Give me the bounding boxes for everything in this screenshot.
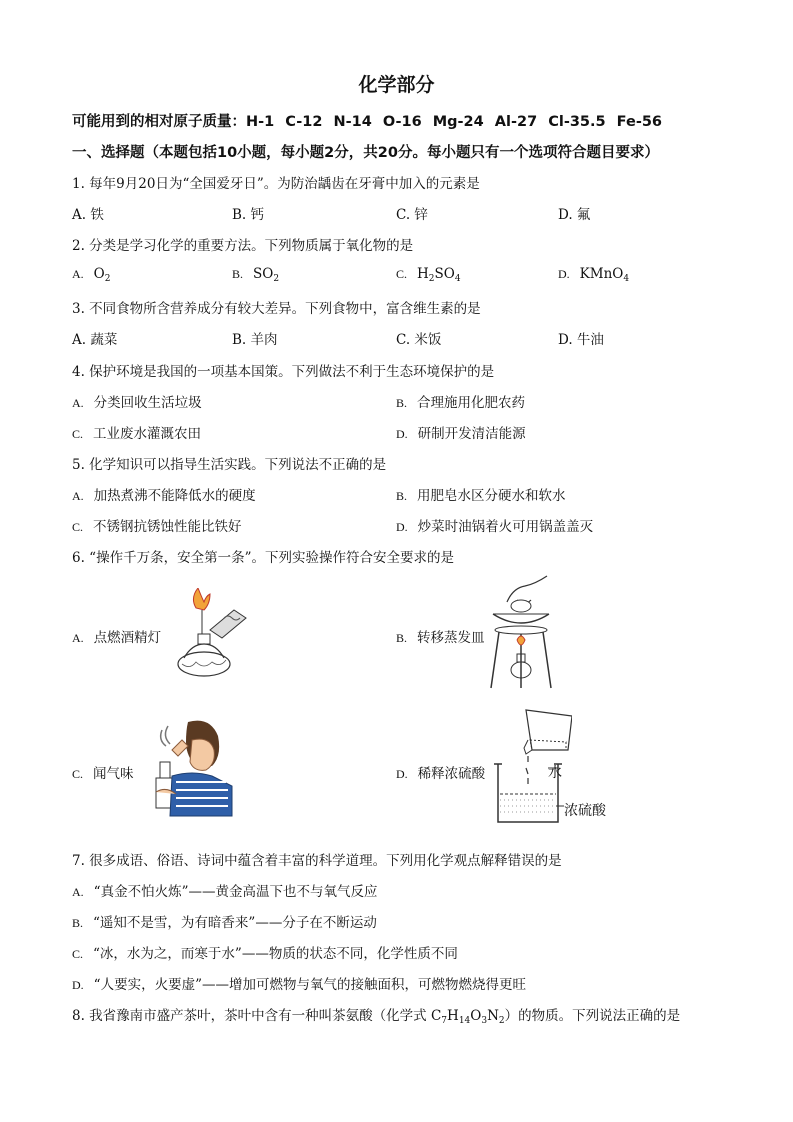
- q5-stem: 5. 化学知识可以指导生活实践。下列说法不正确的是: [72, 457, 387, 473]
- option-text: “真金不怕火炼”——黄金高温下也不与氧气反应: [93, 884, 378, 900]
- option-text: 点燃酒精灯: [93, 630, 162, 646]
- option-letter: B.: [396, 489, 408, 503]
- q2-option-b: [232, 266, 279, 282]
- formula: H: [417, 266, 429, 282]
- q4-option-d: [396, 422, 526, 442]
- option-text: 分类回收生活垃圾: [93, 395, 202, 411]
- option-letter: C.: [72, 947, 84, 961]
- section-heading: 一、选择题（本题包括10小题，每小题2分，共20分。每小题只有一个选项符合题目要求）: [72, 145, 659, 161]
- option-letter: D.: [396, 427, 408, 441]
- option-text: 闻气味: [93, 766, 134, 782]
- q1-option-d: D. 氟: [558, 207, 591, 223]
- q3-stem: 3. 不同食物所含营养成分有较大差异。下列食物中，富含维生素的是: [72, 301, 481, 317]
- option-text: 工业废水灌溉农田: [93, 426, 202, 442]
- option-letter: D.: [396, 767, 408, 781]
- formula: KMnO: [579, 266, 624, 282]
- formula-subscript: 3: [481, 1016, 488, 1026]
- q3-option-c: C. 米饭: [396, 332, 442, 348]
- option-text: “冰，水为之，而寒于水”——物质的状态不同，化学性质不同: [93, 946, 458, 962]
- label-conc-acid: 浓硫酸: [564, 803, 606, 819]
- q4-option-b: [396, 391, 525, 411]
- option-letter: D.: [558, 267, 570, 281]
- option-text: 用肥皂水区分硬水和软水: [417, 488, 566, 504]
- q2-option-a: [72, 266, 110, 282]
- formula-subscript: 2: [104, 274, 111, 284]
- q6-option-d: [396, 762, 485, 782]
- q7-option-a: [72, 880, 377, 900]
- option-letter: B.: [396, 396, 408, 410]
- q4-option-a: [72, 391, 202, 411]
- q8-stem-pre: 8. 我省豫南市盛产茶叶，茶叶中含有一种叫茶氨酸（化学式 C: [72, 1008, 442, 1024]
- evaporating-dish-illustration: [487, 574, 557, 692]
- q1-option-b: B. 钙: [232, 207, 265, 223]
- option-letter: C.: [72, 427, 84, 441]
- formula: SO: [434, 266, 455, 282]
- q2-stem: 2. 分类是学习化学的重要方法。下列物质属于氧化物的是: [72, 238, 414, 254]
- option-letter: D.: [396, 520, 408, 534]
- option-text: 稀释浓硫酸: [417, 766, 486, 782]
- q4-option-c: [72, 422, 201, 442]
- formula-subscript: 4: [623, 274, 630, 284]
- option-text: 不锈钢抗锈蚀性能比铁好: [93, 519, 242, 535]
- q6-stem: 6. “操作千万条，安全第一条”。下列实验操作符合安全要求的是: [72, 550, 454, 566]
- q6-option-b: [396, 626, 485, 646]
- option-letter: C.: [396, 267, 408, 281]
- formula-subscript: 2: [273, 274, 280, 284]
- q5-option-d: [396, 515, 593, 535]
- q2-option-c: [396, 266, 461, 282]
- page-title: 化学部分: [358, 74, 435, 96]
- option-text: 炒菜时油锅着火可用锅盖盖灭: [417, 519, 594, 535]
- formula: H: [447, 1008, 459, 1024]
- option-letter: A.: [72, 267, 84, 281]
- q7-option-c: [72, 942, 458, 962]
- formula-subscript: 14: [458, 1016, 471, 1026]
- q1-option-a: A. 铁: [72, 207, 104, 223]
- label-water: 水: [548, 765, 562, 781]
- atomic-masses: 可能用到的相对原子质量：H-1 C-12 N-14 O-16 Mg-24 Al-27 Cl-35.5 Fe-56: [72, 114, 663, 130]
- formula-subscript: 2: [428, 274, 435, 284]
- formula-subscript: 7: [441, 1016, 448, 1026]
- option-text: “人要实，火要虚”——增加可燃物与氧气的接触面积，可燃物燃烧得更旺: [93, 977, 526, 993]
- q7-option-d: [72, 973, 526, 993]
- q7-option-b: [72, 911, 377, 931]
- q5-option-c: [72, 515, 242, 535]
- option-letter: B.: [72, 916, 84, 930]
- option-letter: B.: [396, 631, 408, 645]
- q3-option-a: A. 蔬菜: [72, 332, 118, 348]
- option-letter: D.: [72, 978, 84, 992]
- formula-subscript: 4: [454, 274, 461, 284]
- formula: O: [93, 266, 105, 282]
- smelling-gas-illustration: [148, 716, 238, 818]
- q2-option-d: [558, 266, 629, 282]
- option-letter: C.: [72, 520, 84, 534]
- option-text: 合理施用化肥农药: [417, 395, 526, 411]
- option-letter: A.: [72, 631, 84, 645]
- alcohol-lamp-illustration: [162, 588, 252, 684]
- formula: N: [487, 1008, 499, 1024]
- q8-stem: [72, 1004, 680, 1024]
- option-letter: B.: [232, 267, 244, 281]
- q3-option-b: B. 羊肉: [232, 332, 278, 348]
- option-text: 转移蒸发皿: [417, 630, 485, 646]
- q5-option-a: [72, 484, 256, 504]
- q8-stem-post: ）的物质。下列说法正确的是: [504, 1008, 681, 1024]
- option-letter: A.: [72, 489, 84, 503]
- formula-subscript: 2: [498, 1016, 505, 1026]
- q3-option-d: D. 牛油: [558, 332, 604, 348]
- q7-stem: 7. 很多成语、俗语、诗词中蕴含着丰富的科学道理。下列用化学观点解释错误的是: [72, 853, 562, 869]
- q1-option-c: C. 锌: [396, 207, 428, 223]
- option-text: “遥知不是雪，为有暗香来”——分子在不断运动: [93, 915, 377, 931]
- option-text: 加热煮沸不能降低水的硬度: [93, 488, 256, 504]
- option-text: 研制开发清洁能源: [417, 426, 526, 442]
- option-letter: A.: [72, 396, 84, 410]
- option-letter: C.: [72, 767, 84, 781]
- q1-stem: 1. 每年9月20日为“全国爱牙日”。为防治龋齿在牙膏中加入的元素是: [72, 176, 480, 192]
- formula: SO: [253, 266, 274, 282]
- q6-option-a: [72, 626, 161, 646]
- q4-stem: 4. 保护环境是我国的一项基本国策。下列做法不利于生态环境保护的是: [72, 364, 495, 380]
- q5-option-b: [396, 484, 566, 504]
- formula: O: [470, 1008, 482, 1024]
- q6-option-c: [72, 762, 134, 782]
- option-letter: A.: [72, 885, 84, 899]
